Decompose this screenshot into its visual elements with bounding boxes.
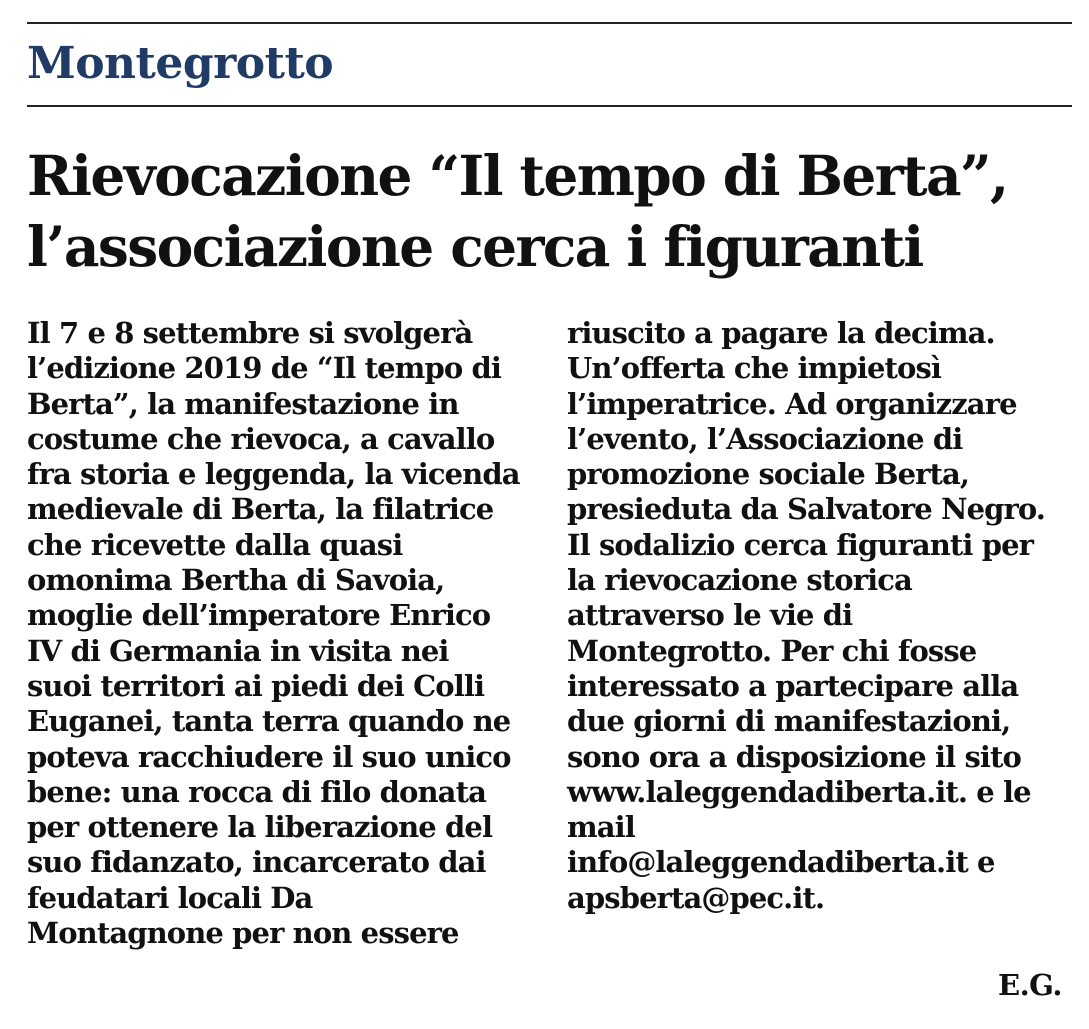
body-line: l’edizione 2019 de “Il tempo di [27, 351, 501, 386]
body-line: Montegrotto. Per chi fosse [567, 633, 977, 668]
body-line: attraverso le vie di [567, 598, 853, 633]
author-signature: E.G. [997, 968, 1062, 1002]
body-line: suo fidanzato, incarcerato dai [27, 845, 486, 880]
body-line: Montagnone per non essere [27, 916, 459, 951]
body-line: sono ora a disposizione il sito [567, 739, 1021, 774]
body-line: presieduta da Salvatore Negro. [567, 492, 1046, 527]
body-line: Euganei, tanta terra quando ne [27, 704, 511, 739]
body-line: IV di Germania in visita nei [27, 633, 449, 668]
body-line: l’imperatrice. Ad organizzare [567, 386, 1017, 421]
body-line: riuscito a pagare la decima. [567, 316, 995, 350]
body-line: poteva racchiudere il suo unico [27, 739, 511, 774]
body-line: feudatari locali Da [27, 880, 313, 915]
body-line: omonima Bertha di Savoia, [27, 563, 445, 598]
headline-line: l’associazione cerca i figuranti [27, 214, 923, 279]
body-line: che ricevette dalla quasi [27, 527, 403, 562]
body-line: Il 7 e 8 settembre si svolgerà [27, 316, 473, 350]
body-line: medievale di Berta, la filatrice [27, 492, 494, 527]
body-line: interessato a partecipare alla [567, 668, 1019, 703]
body-line: costume che rievoca, a cavallo [27, 421, 495, 456]
body-line: per ottenere la liberazione del [27, 810, 493, 845]
body-line: la rievocazione storica [567, 563, 912, 598]
body-line: fra storia e leggenda, la vicenda [27, 457, 520, 492]
body-line: bene: una rocca di filo donata [27, 774, 486, 809]
body-line: Berta”, la manifestazione in [27, 386, 459, 421]
headline [27, 140, 1072, 282]
section-title: Montegrotto [27, 38, 334, 89]
body-line: mail [567, 810, 635, 845]
email-line: apsberta@pec.it. [567, 880, 825, 915]
email-line: info@laleggendadiberta.it e [567, 845, 995, 880]
body-line: promozione sociale Berta, [567, 457, 970, 492]
headline-line: Rievocazione “Il tempo di Berta”, [27, 143, 1008, 208]
body-line: Un’offerta che impietosì [567, 351, 941, 386]
section-rule [27, 105, 1072, 107]
body-line: due giorni di manifestazioni, [567, 704, 1011, 739]
body-line: Il sodalizio cerca figuranti per [567, 527, 1034, 562]
article-column-right [567, 316, 1072, 916]
article-column-left [27, 316, 542, 951]
body-line: moglie dell’imperatore Enrico [27, 598, 491, 633]
body-line: l’evento, l’Associazione di [567, 421, 963, 456]
body-line: suoi territori ai piedi dei Colli [27, 668, 485, 703]
top-rule [27, 22, 1072, 24]
website-link-line: www.laleggendadiberta.it. e le [567, 774, 1031, 809]
